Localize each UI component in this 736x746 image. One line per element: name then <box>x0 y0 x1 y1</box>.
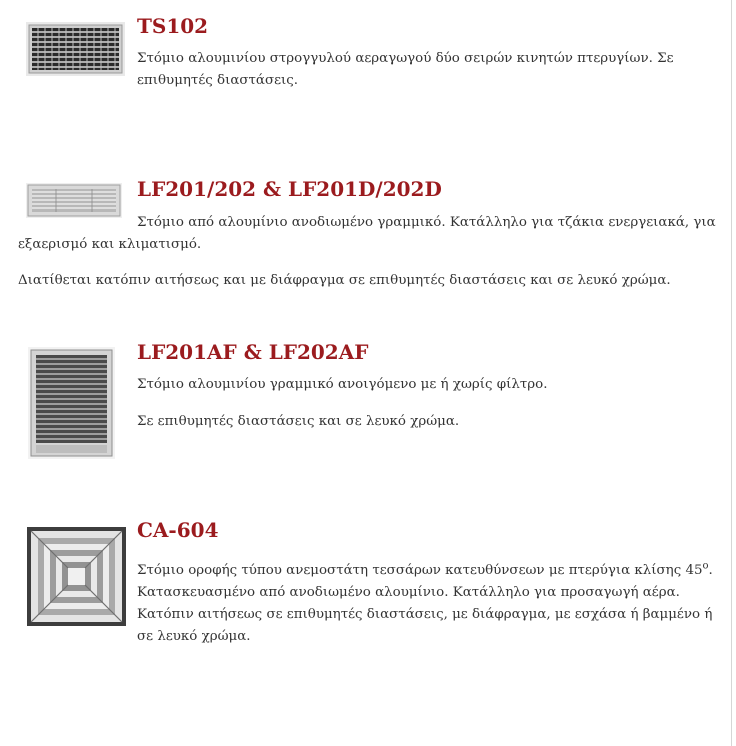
product-ca-604 <box>0 510 728 660</box>
product-description: Στόμιο αλουμινίου στρογγυλού αεραγωγού δύο σειρών κινητών πτερυγίων. Σε επιθυμητές διαστάσεις. <box>137 51 674 88</box>
product-title: CA-604 <box>137 518 219 542</box>
double-deflection-grille-icon <box>26 22 125 76</box>
square-ceiling-diffuser-icon <box>27 527 126 626</box>
description-text-continued: . Κατασκευασμένο από ανοδιωμένο αλουμίνιο. Κατάλληλο για προσαγωγή αέρα. Κατόπιν αιτήσεως σε επιθυμητές διαστάσεις, με διάφραγμα, με εσχάσα ή βαμμένο ή σε λευκό χρώμα. <box>137 563 713 644</box>
product-note: Σε επιθυμητές διαστάσεις και σε λευκό χρώμα. <box>137 414 460 429</box>
product-title: LF201AF & LF202AF <box>137 340 369 364</box>
degree-superscript: ο <box>702 560 709 572</box>
product-ts102 <box>0 0 728 150</box>
product-note: Διατίθεται κατόπιν αιτήσεως και με διάφραγμα σε επιθυμητές διαστάσεις και σε λευκό χρώμα. <box>18 273 671 288</box>
product-description <box>137 560 722 648</box>
product-description: Στόμιο αλουμινίου γραμμικό ανοιγόμενο με ή χωρίς φίλτρο. <box>137 377 548 392</box>
hinged-filter-grille-icon <box>28 347 115 459</box>
product-lf201af-202af <box>0 330 728 480</box>
description-text: Στόμιο οροφής τύπου ανεμοστάτη τεσσάρων κατευθύνσεων με πτερύγια κλίσης 45 <box>137 563 703 578</box>
product-lf201-202 <box>0 160 728 310</box>
product-title: LF201/202 & LF201D/202D <box>137 177 442 201</box>
product-title: TS102 <box>137 14 209 38</box>
page-right-border <box>731 0 732 746</box>
product-description: Στόμιο από αλουμίνιο ανοδιωμένο γραμμικό. Κατάλληλο για τζάκια ενεργειακά, για εξαερισμό και κλιματισμό. <box>18 215 716 252</box>
